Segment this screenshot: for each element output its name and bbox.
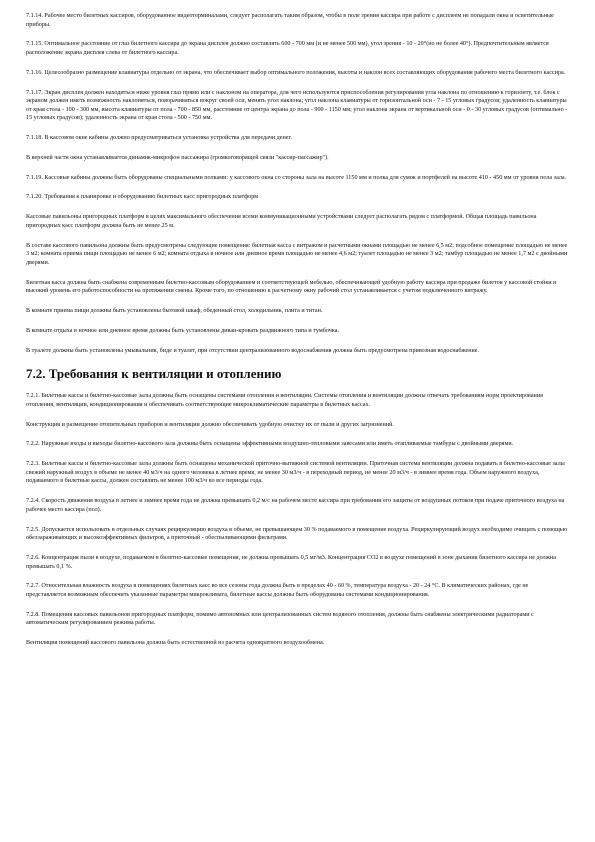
paragraph: Билетная касса должна быть снабжена современным билетно-кассовым оборудованием и соответствующей мебелью, обеспечивающей удобную работу кассира при продаже билетов у кассовой стойки и высокий уровень его работоспособности на протяжении смены. Кроме того, по отношению к расчетному окну рабочий стол устанавливается с учетом подключенного витражу. [26, 279, 557, 295]
section-heading: 7.2. Требования к вентиляции и отоплению [26, 366, 282, 382]
section-before [26, 12, 569, 355]
paragraph: В комнате приема пищи должны быть установлены бытовой шкаф, обеденный стол, холодильник, плита и титан. [26, 307, 323, 314]
paragraph: В туалете должны быть установлены умывальник, биде и туалет, при отсутствии централизованного водоснабжения должна быть предусмотрена привозная водоснабжение. [26, 347, 480, 354]
paragraph: 7.2.1. Билетные кассы и билетно-кассовые залы должны быть оснащены системами отопления и вентиляции. Системы отопления и вентиляции должны отвечать требованиям норм проектирования отопления, вентиляции, кондиционирования и обеспечивать соответствующие микроклиматические параметры в билетных кассах. [26, 393, 543, 408]
section-after [26, 392, 569, 647]
paragraph: 7.2.6. Концентрация пыли в воздухе, подаваемом в билетно-кассовые помещения, не должна превышать 0,5 мг/м3. Концентрация CO2 в воздухе помещений в зоне дыхания билетного кассира не должна превышать 0,1 %. [26, 554, 556, 570]
paragraph: 7.1.17. Экран дисплея должен находиться ниже уровня глаз прямо или с наклоном на оператора, для чего используются приспособления регулирования угла наклона по отношению к горизонту, т.е. блок с экраном должен иметь возможность наклоняться, поворачиваться вокруг своей оси, менять угол наклона; угол наклона клавиатуры от горизонтальной оси - 7 - 15 угловых градусов; удаленность клавиатуры от края стола - 100 - 300 мм, высота клавиатуры от пола - 700 - 850 мм, расстояние от центра экрана до пола - 900 - 1150 мм; угол наклона экрана от вертикальной оси - 0 - 30 угловых градусов (оптимально - 15 угловых градусов); удаленность экрана от края стола - 500 - 750 мм. [26, 89, 568, 122]
paragraph: 7.1.18. В кассовом окне кабины должно предусматриваться установка устройства для передачи денег. [26, 135, 292, 142]
paragraph: В комнате отдыха в ночное или дневное время должны быть установлены диван-кровать раздвижного типа и тумбочка. [26, 327, 340, 334]
paragraph: В верхней части окна устанавливается динамик-микрофон пассажира (громкоговорящей связи "кассир-пассажир"). [26, 154, 329, 161]
paragraph: 7.1.14. Рабочее место билетных кассиров, оборудованное видеотерминалами, следует располагать таким образом, чтобы в поле зрения кассира при работе с дисплеем не попадали окна и осветительные приборы. [26, 13, 554, 28]
paragraph: Конструкция и размещение отопительных приборов и вентиляции должно обеспечивать удобную очистку их от пыли и других загрязнений. [26, 421, 394, 428]
paragraph: 7.1.15. Оптимальное расстояние от глаз билетного кассира до экрана дисплея должно составлять 600 - 700 мм (и не менее 500 мм), угол зрения - 10 - 20°(но не более 40°). Предпочтительным является расположение экрана дисплея слева от билетного кассира. [26, 41, 549, 56]
paragraph: 7.2.3. Билетные кассы и билетно-кассовые залы должны быть оснащены механической приточно-вытяжной системой вентиляции. Приточная система вентиляции должна подавать в билетно-кассовые залы свежий наружный воздух в объеме не менее 40 м3/ч на одного человека в летнее время, не менее 30 м3/ч - в переходный период, не менее 20 м3/ч - в зимнее время года. Объем наружного воздуха, подаваемого в билетные кассы, должен составлять не менее 100 м3/ч во все периоды года. [26, 461, 565, 485]
paragraph: 7.2.7. Относительная влажность воздуха в помещениях билетных касс во все сезоны года должна быть в пределах 40 - 60 %, температура воздуха - 20 - 24 °С. В климатических районах, где не представляется возможным обеспечить указанные параметры микроклимата, билетные кассы должны быть оборудованы системами кондиционирования. [26, 583, 529, 598]
paragraph: 7.2.8. Помещения кассовых павильонов пригородных платформ, помимо автономных или централизованных систем водяного отопления, должны быть снабжены электрическими радиаторами с автоматическим регулированием режима работы. [26, 611, 534, 627]
paragraph: 7.2.5. Допускается использовать в отдельных случаях рециркуляцию воздуха в объеме, не превышающем 30 % подаваемого в помещение воздуха. Рециркулирующий воздух необходимо очищать с помощью обеззараживающих и высокоэффективных фильтров, а приточный - обеспыливающими фильтрами. [26, 526, 568, 542]
paragraph: 7.1.16. Целесообразно размещение клавиатуры отдельно от экрана, что обеспечивает выбор оптимального положения, высоты и наклон всех составляющих оборудования рабочего места билетного кассира. [26, 69, 566, 76]
paragraph: 7.2.2. Наружные входы и выходы билетно-кассового зала должны быть оснащены эффективными воздушно-тепловыми завесами или иметь отапливаемые тамбуры с двойными дверями. [26, 441, 514, 448]
paragraph: В составе кассового павильона должны быть предусмотрены следующие помещения: билетная касса с витражом и расчетными окнами площадью не менее 6,5 м2; подсобное помещение площадью не менее 3 м2; комната приема пищи площадью не менее 6 м2; комната отдыха в ночное или дневное время площадью не менее 4,6 м2; туалет площадью не менее 3 м2; тамбур площадью не менее 1,7 м2 с двойными дверями. [26, 242, 568, 266]
paragraph: Кассовые павильоны пригородных платформ в целях максимального обеспечения всеми коммуникационными устройствами следует располагать рядом с платформой. Общая площадь павильона пригородных касс платформ должна быть не менее 25 м. [26, 214, 537, 229]
paragraph: Вентиляция помещений кассового павильона должна быть естественной из расчета однократного воздухообмена. [26, 640, 325, 647]
paragraph: 7.1.19. Кассовые кабины должны быть оборудованы специальными полками: у кассового окна со стороны зала на высоте 1150 мм и полка для сумок и портфелей на высоте 410 - 450 мм от уровня пола зала. [26, 174, 567, 181]
paragraph: 7.2.4. Скорость движения воздуха в летнее и зимнее время года не должна превышать 0,2 м/с на рабочем месте кассира при требовании его защиты от воздушных потоков при подаче приточного воздуха на рабочее место кассира (пол). [26, 498, 565, 513]
paragraph: 7.1.20. Требования к планировке и оборудованию билетных касс пригородных платформ [26, 194, 259, 201]
